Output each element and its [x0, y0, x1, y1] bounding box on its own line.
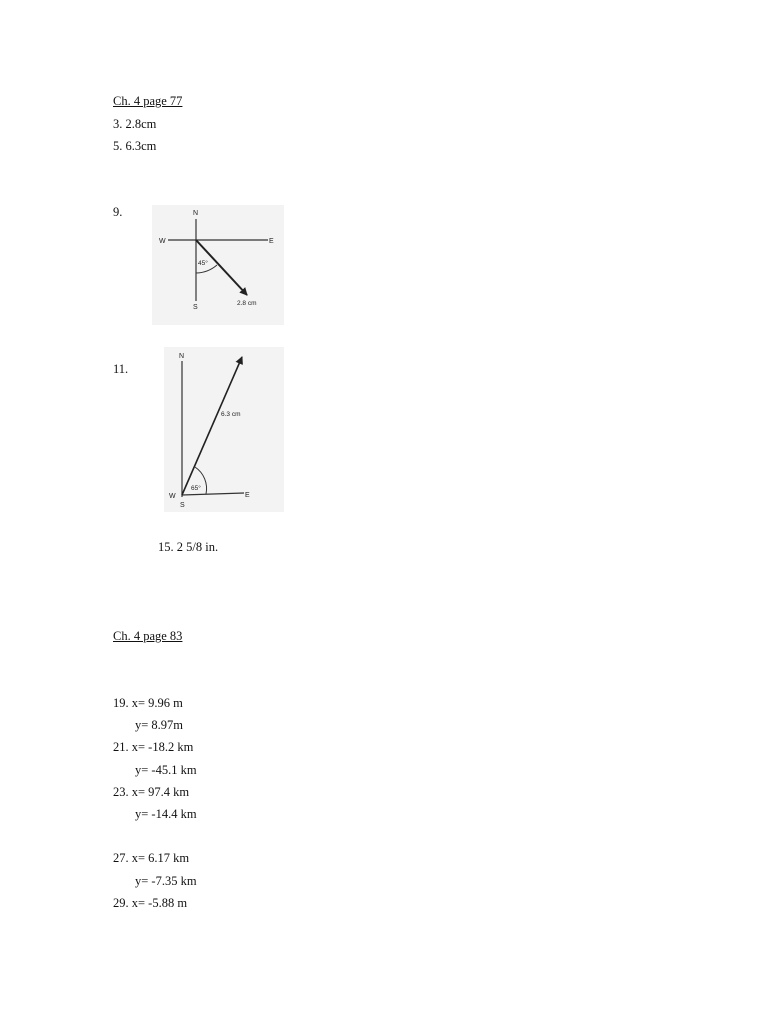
- answer-23-y: y= -14.4 km: [135, 807, 197, 821]
- we-axis-line: [182, 493, 244, 495]
- answer-3: 3. 2.8cm: [113, 117, 157, 131]
- angle-label: 45°: [198, 260, 208, 267]
- answer-5: 5. 6.3cm: [113, 139, 157, 153]
- length-label: 6.3 cm: [221, 411, 241, 418]
- east-label: E: [245, 492, 250, 499]
- section-heading-page-77: Ch. 4 page 77: [113, 94, 183, 108]
- south-label: S: [193, 304, 198, 311]
- answer-19-x: 19. x= 9.96 m: [113, 696, 183, 710]
- section-heading-page-83: Ch. 4 page 83: [113, 629, 183, 643]
- answer-21-x: 21. x= -18.2 km: [113, 740, 194, 754]
- south-label: S: [180, 502, 185, 509]
- figure-11: [164, 347, 284, 512]
- east-label: E: [269, 238, 274, 245]
- answer-9-label: 9.: [113, 205, 123, 219]
- vector-arrow: [196, 240, 247, 295]
- figure-11-diagram: [164, 347, 284, 512]
- figure-9: [152, 205, 284, 325]
- answer-15: 15. 2 5/8 in.: [158, 540, 219, 554]
- answer-11-label: 11.: [113, 362, 129, 376]
- angle-label: 65°: [191, 485, 201, 492]
- length-label: 2.8 cm: [237, 300, 257, 307]
- west-label: W: [169, 493, 176, 500]
- answer-19-y: y= 8.97m: [135, 718, 184, 732]
- answer-29-x: 29. x= -5.88 m: [113, 896, 188, 910]
- north-label: N: [179, 353, 185, 360]
- answer-27-x: 27. x= 6.17 km: [113, 851, 190, 865]
- west-label: W: [159, 238, 166, 245]
- north-label: N: [193, 210, 199, 217]
- answer-21-y: y= -45.1 km: [135, 763, 197, 777]
- answer-27-y: y= -7.35 km: [135, 874, 197, 888]
- answer-23-x: 23. x= 97.4 km: [113, 785, 190, 799]
- vector-arrow: [182, 357, 242, 495]
- figure-9-diagram: [152, 205, 284, 325]
